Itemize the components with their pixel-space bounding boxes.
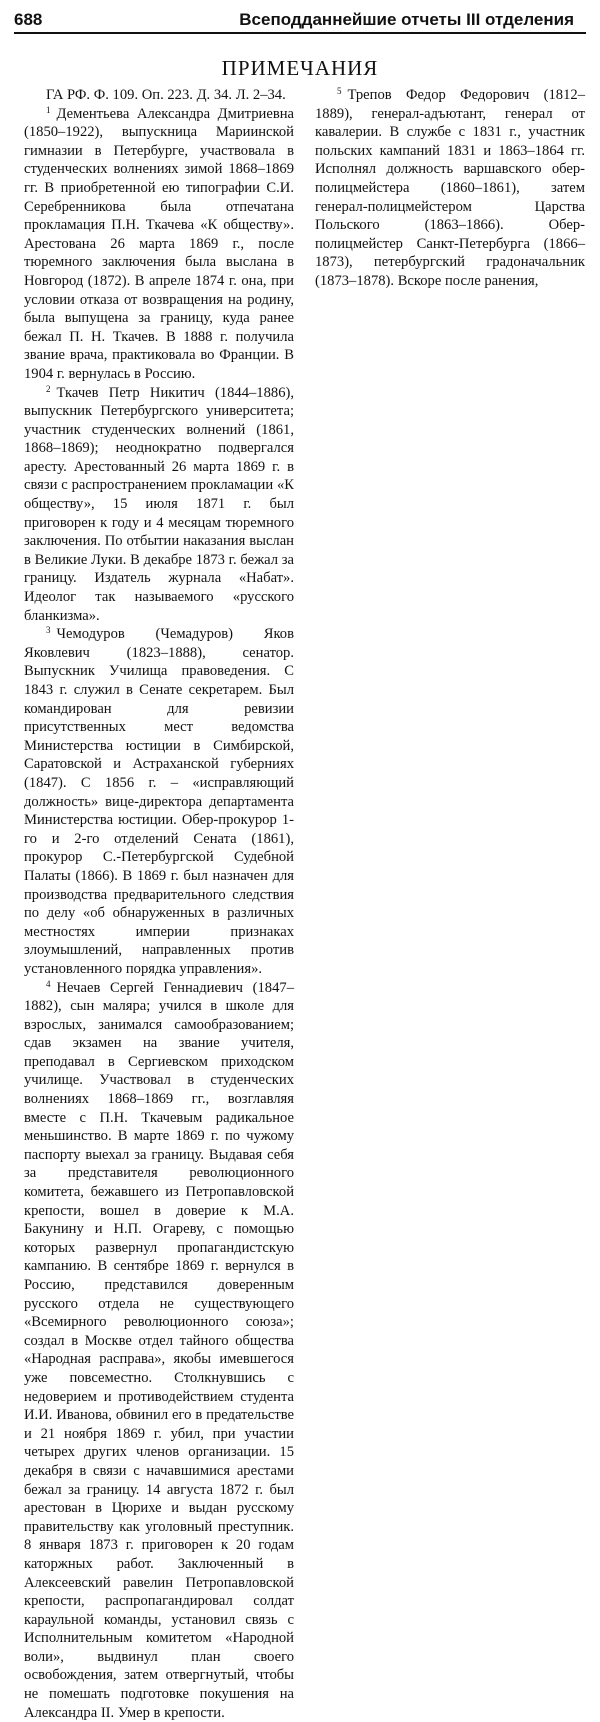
footnote-text: Дементьева Александра Дмитриевна (1850–1922), выпускница Мариинской гимназии в Петербурге, участвовала в студенческих волнениях зимой 1868–1869 гг. В приобретенной ею типографии С.И. Серебренникова была отпечатана прокламация П.Н. Ткачева «К обществу». Арестована 26 марта 1869 г., после тюремного заключения была выслана в Новгород (1872). В апреле 1874 г. она, при условии отказа от возвращения на родину, была выпущена за границу, куда ранее бежал П. Н. Ткачев. В 1888 г. получила звание врача, практиковала во Франции. В 1904 г. вернулась в Россию. [24, 106, 294, 382]
footnote-1 [24, 105, 294, 384]
footnote-marker: 4 [46, 979, 51, 989]
footnote-4 [24, 979, 294, 1722]
notes-column-right [315, 86, 585, 956]
footnote-text: Трепов Федор Федорович (1812–1889), генерал-адъютант, генерал от кавалерии. В службе с 1831 г., участник польских кампаний 1831 и 1863–1864 гг. Исполнял должность варшавского обер-полицмейстера (1860–1861), затем генерал-полицмейстером Царства Польского (1863–1866). Обер-полицмейстер Санкт-Петербурга (1866–1873), петербургский градоначальник (1873–1878). Вскоре после ранения, [315, 87, 585, 289]
footnote-text: Ткачев Петр Никитич (1844–1886), выпускник Петербургского университета; участник студенческих волнений (1861, 1868–1869); неоднократно подвергался аресту. Арестованный 26 марта 1869 г. в связи с распространением прокламации «К обществу», 15 июля 1871 г. был приговорен к году и 4 месяцам тюремного заключения. По отбытии наказания выслан в Великие Луки. В декабре 1873 г. бежал за границу. Издатель журнала «Набат». Идеолог так называемого «русского бланкизма». [24, 385, 294, 624]
page-number: 688 [14, 8, 42, 32]
running-title: Всеподданнейшие отчеты III отделения [239, 8, 574, 32]
footnote-marker: 2 [46, 384, 51, 394]
footnote-3 [24, 625, 294, 978]
footnote-2 [24, 384, 294, 626]
footnote-text: Нечаев Сергей Геннадиевич (1847–1882), сын маляра; учился в школе для взрослых, занимался самообразованием; сдав экзамен на звание учителя, преподавал в Сергиевском приходском училище. Участвовал в студенческих волнениях 1868–1869 гг., возглавляя вместе с П.Н. Ткачевым радикальное меньшинство. В марте 1869 г. по чужому паспорту выехал за границу. Выдавая себя за представителя революционного комитета, бежавшего из Петропавловской крепости, вошел в доверие к М.А. Бакунину и Н.П. Огареву, с помощью которых развернул пропагандистскую кампанию. В сентябре 1869 г. вернулся в Россию, представился доверенным русского отдела не существующего «Всемирного революционного союза»; создал в Москве отдел тайного общества «Народная расправа», якобы имевшегося уже повсеместно. Столкнувшись с недоверием и противодействием студента И.И. Иванова, обвинил его в предательстве и 21 ноября 1869 г. убил, при участии четырех других членов организации. 15 декабря в связи с начавшимися арестами бежал за границу. 14 августа 1872 г. был арестован в Цюрихе и выдан русскому правительству как уголовный преступник. 8 января 1873 г. приговорен к 20 годам каторжных работ. Заключенный в Алексеевский равелин Петропавловской крепости, распропагандировал солдат караульной команды, установил связь с Исполнительным комитетом «Народной воли», выдвинул план своего освобождения, затем отвергнутый, чтобы не помешать подготовке покушения на Александра II. Умер в крепости. [24, 980, 294, 1721]
notes-column-left [24, 86, 294, 956]
running-header [14, 8, 586, 34]
footnote-5 [315, 86, 585, 291]
archive-source-reference: ГА РФ. Ф. 109. Оп. 223. Д. 34. Л. 2–34. [24, 86, 294, 105]
section-title: ПРИМЕЧАНИЯ [0, 56, 600, 81]
footnote-text: Чемодуров (Чемадуров) Яков Яковлевич (1823–1888), сенатор. Выпускник Училища правоведения. С 1843 г. служил в Сенате секретарем. Был командирован для ревизии присутственных мест ведомства Министерства юстиции в Симбирской, Саратовской и Астраханской губерниях (1847). С 1856 г. – «исправляющий должность» вице-директора департамента Министерства юстиции. Обер-прокурор 1-го и 2-го отделений Сената (1861), прокурор С.-Петербургской Судебной Палаты (1866). В 1869 г. был назначен для производства предварительного следствия по делу «об обнаруженных в различных местностях империи признаках злоумышлений, направленных против установленного порядка управления». [24, 626, 294, 977]
footnote-marker: 1 [46, 105, 51, 115]
footnote-marker: 5 [337, 86, 342, 96]
footnote-marker: 3 [46, 625, 51, 635]
